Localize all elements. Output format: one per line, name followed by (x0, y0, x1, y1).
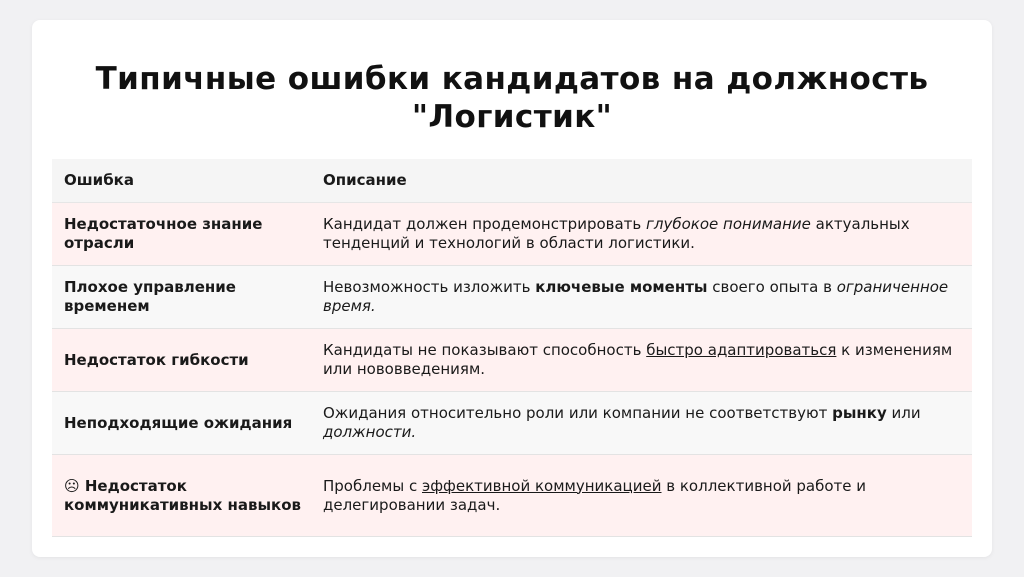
desc-underline: быстро адаптироваться (646, 341, 837, 359)
desc-text: Кандидаты не показывают способность (323, 341, 647, 359)
error-cell: Недостаточное знание отрасли (64, 215, 263, 252)
table-row (52, 266, 972, 329)
table-row (52, 392, 972, 455)
description-cell (311, 341, 972, 379)
error-cell: Неподходящие ожидания (64, 413, 293, 432)
desc-text: в коллективной работе и делегировании задач. (323, 476, 867, 514)
desc-text: Ожидания относительно роли или компании не соответствуют (323, 404, 833, 422)
error-cell: Недостаток гибкости (64, 350, 249, 369)
desc-italic: глубокое понимание (646, 215, 811, 233)
table-header-row (52, 159, 972, 203)
errors-table (52, 159, 972, 537)
desc-italic: ограниченное время. (323, 278, 949, 315)
desc-text: или (886, 404, 921, 422)
error-cell: ☹ Недостаток коммуникативных навыков (64, 476, 302, 514)
desc-bold: рынку (832, 404, 887, 422)
description-cell (311, 215, 972, 253)
desc-text: Проблемы с (323, 476, 422, 495)
content-card (32, 20, 992, 557)
desc-italic: должности. (323, 423, 417, 441)
desc-bold: ключевые моменты (535, 278, 708, 296)
desc-text: Невозможность изложить (323, 278, 536, 296)
description-cell (311, 477, 972, 515)
header-description: Описание (323, 171, 407, 189)
description-cell (311, 278, 972, 316)
desc-text: к изменениям или нововведениям. (323, 341, 953, 378)
description-cell (311, 404, 972, 442)
table-row (52, 329, 972, 392)
desc-text: Кандидат должен продемонстрировать (323, 215, 647, 233)
desc-underline: эффективной коммуникацией (422, 476, 662, 495)
table-row (52, 203, 972, 266)
title-line-2: "Логистик" (411, 99, 613, 135)
title-line-1: Типичные ошибки кандидатов на должность (95, 61, 929, 97)
header-error: Ошибка (64, 171, 134, 189)
desc-text: своего опыта в (707, 278, 837, 296)
desc-text: актуальных тенденций и технологий в области логистики. (323, 215, 910, 252)
page-title (32, 60, 992, 136)
error-cell: Плохое управление временем (64, 278, 236, 315)
table-row (52, 455, 972, 537)
